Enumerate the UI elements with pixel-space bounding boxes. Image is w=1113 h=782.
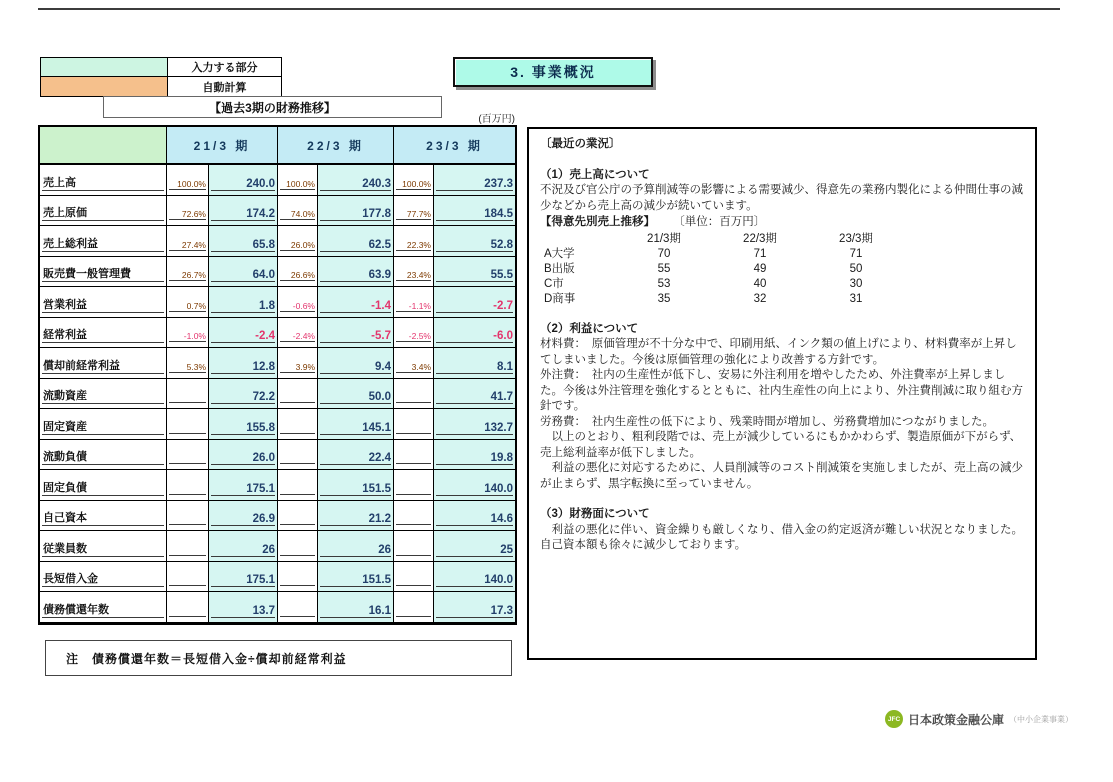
pct-cell [167, 531, 209, 562]
pct-cell [278, 409, 318, 440]
financial-table [38, 125, 517, 625]
value-cell[interactable]: -1.4 [318, 287, 394, 318]
customer-value: 35 [657, 292, 671, 305]
row-label: 固定資産 [40, 409, 167, 440]
value-cell: 16.1 [318, 592, 394, 623]
customer-value: 32 [753, 292, 767, 305]
section-heading: （1）売上高について [540, 168, 650, 181]
customer-value: 71 [849, 247, 863, 260]
pct-cell [394, 470, 434, 501]
pct-cell [278, 470, 318, 501]
value-cell[interactable]: 177.8 [318, 196, 394, 227]
value-cell[interactable]: 145.1 [318, 409, 394, 440]
pct-cell: 26.6% [278, 257, 318, 288]
section-body: 不況及び官公庁の予算削減等の影響による需要減少、得意先の業務内製化による仲間仕事の減少などから売上高の減少が続いています。 [540, 184, 1023, 212]
row-label: 償却前経常利益 [40, 348, 167, 379]
value-cell[interactable]: 237.3 [434, 165, 515, 196]
customer-value: 70 [657, 247, 671, 260]
row-label: 債務償還年数 [40, 592, 167, 623]
customer-name: B出版 [544, 262, 575, 275]
pct-cell: -0.6% [278, 287, 318, 318]
pct-cell: -1.1% [394, 287, 434, 318]
pct-cell [394, 562, 434, 593]
value-cell[interactable]: 21.2 [318, 501, 394, 532]
value-cell[interactable]: 132.7 [434, 409, 515, 440]
subtable-header: 21/3期 [647, 232, 681, 245]
row-label: 従業員数 [40, 531, 167, 562]
pct-cell: 5.3% [167, 348, 209, 379]
pct-cell [167, 592, 209, 623]
pct-cell [394, 440, 434, 471]
value-cell[interactable]: 9.4 [318, 348, 394, 379]
pct-cell: 3.4% [394, 348, 434, 379]
note-text: 注 債務償還年数＝長短借入金÷償却前経常利益 [66, 651, 347, 666]
customer-value: 40 [753, 277, 767, 290]
page-title: 3. 事業概況 [453, 57, 653, 87]
customer-value: 49 [753, 262, 767, 275]
value-cell[interactable]: 12.8 [209, 348, 278, 379]
pct-cell: 72.6% [167, 196, 209, 227]
pct-cell: 74.0% [278, 196, 318, 227]
legend-input-swatch [41, 58, 168, 77]
note-box [45, 640, 512, 676]
value-cell[interactable]: 72.2 [209, 379, 278, 410]
value-cell[interactable]: 1.8 [209, 287, 278, 318]
legend-input-label: 入力する部分 [168, 58, 281, 77]
pct-cell: 100.0% [278, 165, 318, 196]
value-cell[interactable]: 55.5 [434, 257, 515, 288]
value-cell[interactable]: 26 [209, 531, 278, 562]
report-header: 〔最近の業況〕 [540, 138, 621, 150]
value-cell: 13.7 [209, 592, 278, 623]
row-label: 流動資産 [40, 379, 167, 410]
row-label: 販売費一般管理費 [40, 257, 167, 288]
value-cell[interactable]: 8.1 [434, 348, 515, 379]
customer-value: 71 [753, 247, 767, 260]
pct-cell [167, 470, 209, 501]
report-panel [527, 127, 1037, 660]
subtable-unit: 〔単位：百万円〕 [679, 216, 766, 228]
pct-cell: 27.4% [167, 226, 209, 257]
value-cell[interactable]: 64.0 [209, 257, 278, 288]
row-label: 長短借入金 [40, 562, 167, 593]
pct-cell: 23.4% [394, 257, 434, 288]
legend-auto-swatch [41, 77, 168, 96]
value-cell: 17.3 [434, 592, 515, 623]
value-cell[interactable]: -6.0 [434, 318, 515, 349]
customer-name: D商事 [544, 292, 576, 305]
value-cell[interactable]: 240.0 [209, 165, 278, 196]
value-cell[interactable]: 14.6 [434, 501, 515, 532]
pct-cell: 26.0% [278, 226, 318, 257]
pct-cell [278, 562, 318, 593]
pct-cell [394, 409, 434, 440]
value-cell[interactable]: 140.0 [434, 562, 515, 593]
value-cell[interactable]: 175.1 [209, 470, 278, 501]
customer-name: A大学 [544, 247, 575, 260]
value-cell[interactable]: 240.3 [318, 165, 394, 196]
value-cell[interactable]: 22.4 [318, 440, 394, 471]
pct-cell [167, 379, 209, 410]
value-cell[interactable]: 50.0 [318, 379, 394, 410]
subtable-title-line [540, 215, 1024, 231]
section-body: 利益の悪化に伴い、資金繰りも厳しくなり、借入金の約定返済が難しい状況となりました。自己資本額も徐々に減少しております。 [540, 523, 1023, 551]
row-label: 売上総利益 [40, 226, 167, 257]
row-label: 流動負債 [40, 440, 167, 471]
value-cell[interactable]: 151.5 [318, 470, 394, 501]
subtable-row [542, 262, 904, 277]
value-cell[interactable]: 155.8 [209, 409, 278, 440]
customer-value: 50 [849, 262, 863, 275]
pct-cell [394, 379, 434, 410]
value-cell[interactable]: 184.5 [434, 196, 515, 227]
value-cell[interactable]: 26 [318, 531, 394, 562]
table-corner-cell [40, 127, 167, 165]
legend-auto-label: 自動計算 [202, 81, 247, 94]
report-section-sales [540, 168, 1024, 307]
pct-cell: -2.4% [278, 318, 318, 349]
pct-cell: 22.3% [394, 226, 434, 257]
subtable-header: 23/3期 [839, 232, 873, 245]
row-label: 経常利益 [40, 318, 167, 349]
customer-sales-table [542, 232, 904, 307]
pct-cell [394, 592, 434, 623]
value-cell[interactable]: 19.8 [434, 440, 515, 471]
row-label: 固定負債 [40, 470, 167, 501]
value-cell[interactable]: 41.7 [434, 379, 515, 410]
customer-value: 31 [849, 292, 863, 305]
value-cell[interactable]: 175.1 [209, 562, 278, 593]
logo-sub: （中小企業事業） [1009, 714, 1074, 724]
subtable-row [542, 247, 904, 262]
pct-cell: -2.5% [394, 318, 434, 349]
pct-cell: 3.9% [278, 348, 318, 379]
section-heading: （3）財務面について [540, 508, 650, 520]
section-body: 利益の悪化に対応するために、人員削減等のコスト削減策を実施しましたが、売上高の減少が止まらず、黒字転換に至っていません。 [540, 462, 1023, 490]
value-cell[interactable]: 140.0 [434, 470, 515, 501]
period-header: 21/3 期 [167, 127, 278, 165]
value-cell[interactable]: 52.8 [434, 226, 515, 257]
value-cell[interactable]: 63.9 [318, 257, 394, 288]
pct-cell [278, 531, 318, 562]
value-cell[interactable]: -2.4 [209, 318, 278, 349]
unit-note: (百万円) [478, 114, 515, 125]
section-body: 以上のとおり、粗利段階では、売上が減少しているにもかかわらず、製造原価が下がらず、売上総利益率が低下しました。 [540, 431, 1022, 459]
value-cell[interactable]: 25 [434, 531, 515, 562]
value-cell[interactable]: 62.5 [318, 226, 394, 257]
subtable-title: 【得意先別売上推移】 [540, 216, 655, 228]
page-top-rule [38, 8, 1060, 10]
report-section-profit [540, 322, 1024, 493]
value-cell[interactable]: 151.5 [318, 562, 394, 593]
section-body: 外注費： 社内の生産性が低下し、安易に外注利用を増やしたため、外注費率が上昇しました。今後は外注管理を強化するとともに、社内生産性の向上により、外注費削減に取り組む方針です。 [540, 369, 1023, 412]
pct-cell [167, 440, 209, 471]
value-cell[interactable]: 26.0 [209, 440, 278, 471]
pct-cell: 77.7% [394, 196, 434, 227]
logo-name: 日本政策金融公庫 [908, 712, 1005, 727]
period-header: 23/3 期 [394, 127, 515, 165]
customer-name: C市 [544, 277, 564, 290]
pct-cell: 0.7% [167, 287, 209, 318]
pct-cell [278, 501, 318, 532]
value-cell[interactable]: -5.7 [318, 318, 394, 349]
subtable-header: 22/3期 [743, 232, 777, 245]
pct-cell [167, 409, 209, 440]
pct-cell [278, 379, 318, 410]
row-label: 売上高 [40, 165, 167, 196]
pct-cell [167, 562, 209, 593]
table-title: 【過去3期の財務推移】 [103, 96, 442, 118]
pct-cell: 100.0% [167, 165, 209, 196]
subtable-row [542, 292, 904, 307]
row-label: 営業利益 [40, 287, 167, 318]
period-header: 22/3 期 [278, 127, 394, 165]
pct-cell [394, 501, 434, 532]
row-label: 売上原価 [40, 196, 167, 227]
pct-cell: -1.0% [167, 318, 209, 349]
pct-cell [278, 592, 318, 623]
subtable-corner [542, 232, 616, 247]
section-body: 労務費： 社内生産性の低下により、残業時間が増加し、労務費増加につながりました。 [540, 415, 995, 428]
pct-cell: 26.7% [167, 257, 209, 288]
report-section-finance [540, 507, 1024, 554]
section-body: 材料費： 原価管理が不十分な中で、印刷用紙、インク類の値上げにより、材料費率が上昇してしまいました。今後は原価管理の強化により改善する方針です。 [540, 338, 1017, 366]
pct-cell [278, 440, 318, 471]
jfc-logo [885, 710, 1073, 728]
customer-value: 55 [657, 262, 671, 275]
customer-value: 53 [657, 277, 671, 290]
section-heading: （2）利益について [540, 322, 639, 335]
pct-cell [167, 501, 209, 532]
value-cell[interactable]: 26.9 [209, 501, 278, 532]
jfc-logo-icon: JFC [885, 710, 903, 728]
legend-box [40, 57, 282, 97]
subtable-row [542, 277, 904, 292]
value-cell[interactable]: -2.7 [434, 287, 515, 318]
pct-cell [394, 531, 434, 562]
row-label: 自己資本 [40, 501, 167, 532]
value-cell[interactable]: 65.8 [209, 226, 278, 257]
customer-value: 30 [849, 277, 863, 290]
pct-cell: 100.0% [394, 165, 434, 196]
value-cell[interactable]: 174.2 [209, 196, 278, 227]
